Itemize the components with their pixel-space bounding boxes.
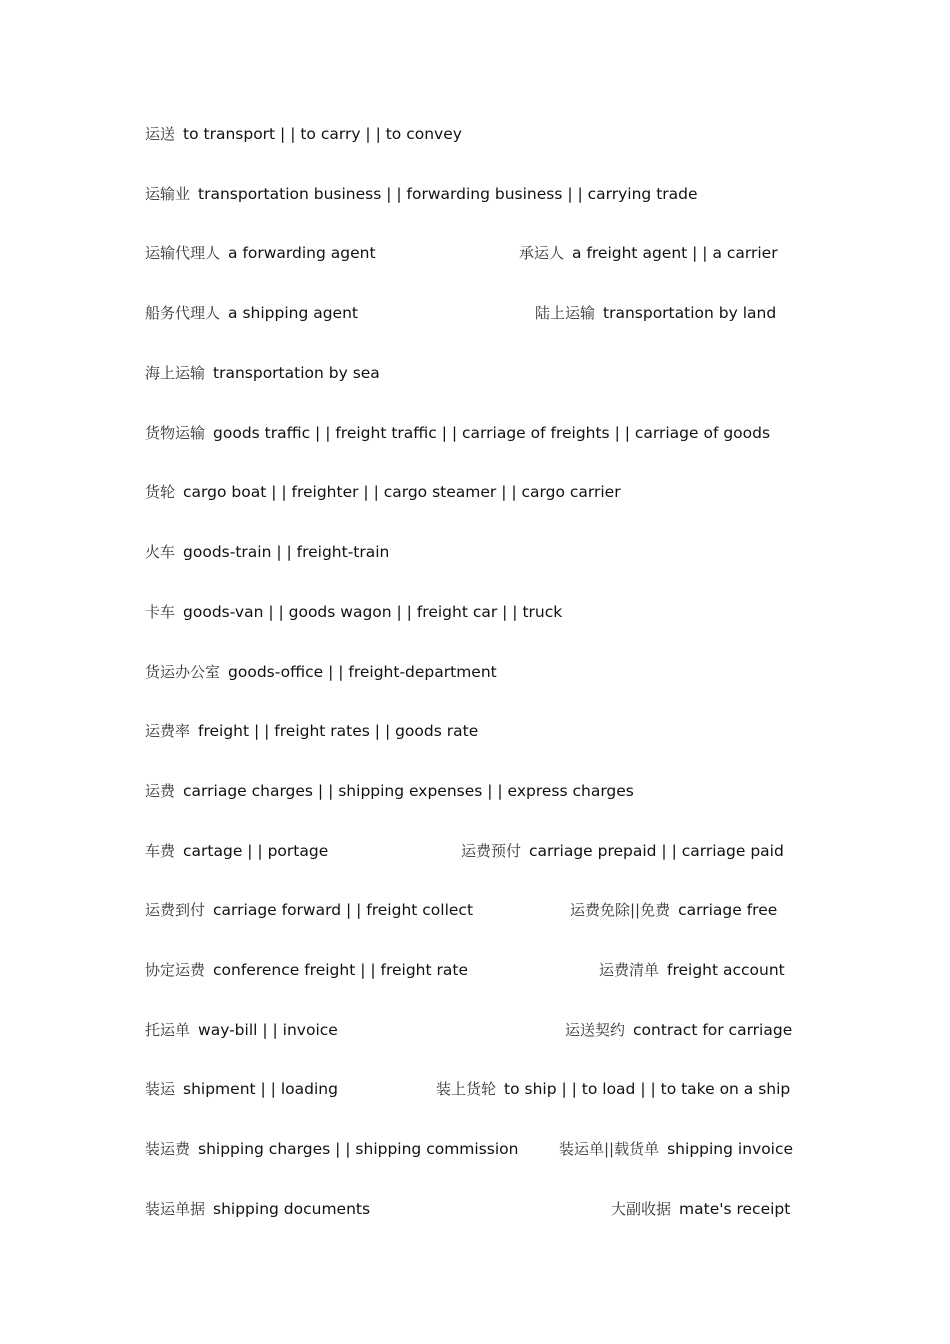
chinese-term: 运费 xyxy=(145,782,176,800)
glossary-entry xyxy=(145,1137,518,1161)
glossary-entry-right xyxy=(559,1137,793,1161)
english-term: a freight agent | | a carrier xyxy=(572,244,778,262)
chinese-term: 货轮 xyxy=(145,483,176,501)
english-term: shipping charges | | shipping commission xyxy=(198,1140,519,1158)
chinese-term: 船务代理人 xyxy=(145,304,221,322)
english-term: way-bill | | invoice xyxy=(198,1021,338,1039)
glossary-entry-right xyxy=(599,958,785,982)
glossary-entry xyxy=(145,600,562,624)
glossary-entry xyxy=(145,361,380,385)
english-term: to ship | | to load | | to take on a ship xyxy=(504,1080,791,1098)
english-term: goods traffic | | freight traffic | | carriage of freights | | carriage of goods xyxy=(213,424,771,442)
chinese-term: 车费 xyxy=(145,842,176,860)
english-term: goods-train | | freight-train xyxy=(183,543,390,561)
english-term: a shipping agent xyxy=(228,304,358,322)
chinese-term: 火车 xyxy=(145,543,176,561)
english-term: freight | | freight rates | | goods rate xyxy=(198,722,479,740)
english-term: shipping documents xyxy=(213,1200,371,1218)
english-term: carriage forward | | freight collect xyxy=(213,901,474,919)
english-term: transportation by sea xyxy=(213,364,380,382)
glossary-entry-right xyxy=(461,839,784,863)
chinese-term: 运送 xyxy=(145,125,176,143)
glossary-entry xyxy=(145,660,497,684)
chinese-term: 运费清单 xyxy=(599,961,660,979)
glossary-entry xyxy=(145,182,698,206)
chinese-term: 海上运输 xyxy=(145,364,206,382)
glossary-entry xyxy=(145,779,634,803)
english-term: shipping invoice xyxy=(667,1140,794,1158)
chinese-term: 装上货轮 xyxy=(436,1080,497,1098)
english-term: carriage prepaid | | carriage paid xyxy=(529,842,784,860)
english-term: carriage free xyxy=(678,901,778,919)
chinese-term: 装运单||载货单 xyxy=(559,1140,660,1158)
chinese-term: 运费预付 xyxy=(461,842,522,860)
glossary-entry xyxy=(145,898,473,922)
english-term: goods-van | | goods wagon | | freight car | | truck xyxy=(183,603,563,621)
glossary-entry xyxy=(145,719,478,743)
glossary-entry-right xyxy=(565,1018,792,1042)
glossary-entry xyxy=(145,540,389,564)
english-term: mate's receipt xyxy=(679,1200,791,1218)
glossary-entry-right xyxy=(436,1077,790,1101)
chinese-term: 运费免除||免费 xyxy=(570,901,671,919)
chinese-term: 协定运费 xyxy=(145,961,206,979)
glossary-entry xyxy=(145,301,358,325)
chinese-term: 装运单据 xyxy=(145,1200,206,1218)
glossary-entry xyxy=(145,421,770,445)
glossary-entry xyxy=(145,122,462,146)
glossary-entry xyxy=(145,241,376,265)
english-term: cargo boat | | freighter | | cargo steamer | | cargo carrier xyxy=(183,483,621,501)
glossary-entry-right xyxy=(570,898,777,922)
chinese-term: 装运费 xyxy=(145,1140,191,1158)
english-term: to transport | | to carry | | to convey xyxy=(183,125,462,143)
chinese-term: 运送契约 xyxy=(565,1021,626,1039)
glossary-entry-right xyxy=(611,1197,790,1221)
english-term: goods-office | | freight-department xyxy=(228,663,497,681)
chinese-term: 卡车 xyxy=(145,603,176,621)
english-term: transportation business | | forwarding business | | carrying trade xyxy=(198,185,698,203)
chinese-term: 货物运输 xyxy=(145,424,206,442)
english-term: cartage | | portage xyxy=(183,842,329,860)
chinese-term: 承运人 xyxy=(519,244,565,262)
english-term: contract for carriage xyxy=(633,1021,793,1039)
glossary-entry xyxy=(145,839,328,863)
glossary-entry-right xyxy=(535,301,776,325)
english-term: a forwarding agent xyxy=(228,244,376,262)
chinese-term: 运输代理人 xyxy=(145,244,221,262)
english-term: transportation by land xyxy=(603,304,777,322)
glossary-entry xyxy=(145,1018,338,1042)
english-term: freight account xyxy=(667,961,785,979)
chinese-term: 运输业 xyxy=(145,185,191,203)
chinese-term: 陆上运输 xyxy=(535,304,596,322)
english-term: conference freight | | freight rate xyxy=(213,961,468,979)
chinese-term: 大副收据 xyxy=(611,1200,672,1218)
glossary-entry xyxy=(145,480,621,504)
chinese-term: 装运 xyxy=(145,1080,176,1098)
english-term: carriage charges | | shipping expenses | | express charges xyxy=(183,782,634,800)
chinese-term: 托运单 xyxy=(145,1021,191,1039)
chinese-term: 货运办公室 xyxy=(145,663,221,681)
chinese-term: 运费率 xyxy=(145,722,191,740)
glossary-entry xyxy=(145,1197,370,1221)
glossary-entry-right xyxy=(519,241,778,265)
chinese-term: 运费到付 xyxy=(145,901,206,919)
english-term: shipment | | loading xyxy=(183,1080,338,1098)
glossary-entry xyxy=(145,1077,338,1101)
glossary-entry xyxy=(145,958,468,982)
